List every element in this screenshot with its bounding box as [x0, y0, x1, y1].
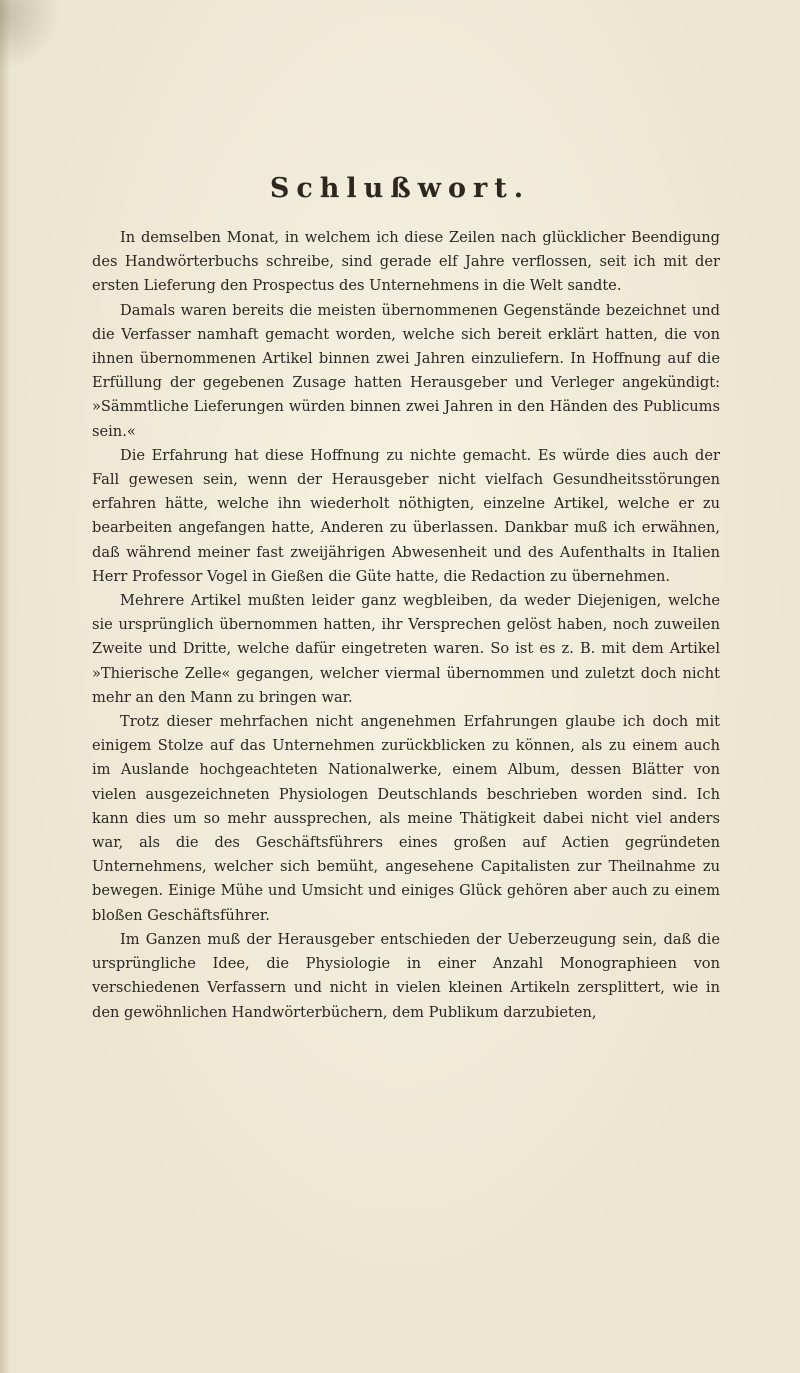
paragraph: Im Ganzen muß der Herausgeber entschieden der Ueberzeugung sein, daß die ursprüngliche Idee, die Physiologie in einer Anzahl Monographieen von verschiedenen Verfassern und nicht in vielen kleinen Artikeln zersplittert, wie in den gewöhnlichen Handwörterbüchern, dem Publikum darzubieten,	[92, 930, 720, 1021]
paragraph: Die Erfahrung hat diese Hoffnung zu nichte gemacht. Es würde dies auch der Fall gewesen sein, wenn der Herausgeber nicht vielfach Gesundheitsstörungen erfahren hätte, welche ihn wiederholt nöthigten, einzelne Artikel, welche er zu bearbeiten angefangen hatte, Anderen zu überlassen. Dankbar muß ich erwähnen, daß während meiner fast zweijährigen Abwesenheit und des Aufenthalts in Italien Herr Professor Vogel in Gießen die Güte hatte, die Redaction zu übernehmen.	[92, 446, 720, 585]
page-title: Schlußwort.	[269, 173, 531, 205]
paragraph: Damals waren bereits die meisten übernommenen Gegenstände bezeichnet und die Verfasser namhaft gemacht worden, welche sich bereit erklärt hatten, die von ihnen übernommenen Artikel binnen zwei Jahren einzuliefern. In Hoffnung auf die Erfüllung der gegebenen Zusage hatten Herausgeber und Verleger angekündigt: »Sämmtliche Lieferungen würden binnen zwei Jahren in den Händen des Publicums sein.«	[92, 301, 720, 440]
body-text	[92, 226, 720, 1025]
page-stain	[0, 0, 60, 70]
paragraph: Trotz dieser mehrfachen nicht angenehmen Erfahrungen glaube ich doch mit einigem Stolze auf das Unternehmen zurückblicken zu können, als zu einem auch im Auslande hochgeachteten Nationalwerke, einem Album, dessen Blätter von vielen ausgezeichneten Physiologen Deutschlands beschrieben worden sind. Ich kann dies um so mehr aussprechen, als meine Thätigkeit dabei nicht viel anders war, als die des Geschäftsführers eines großen auf Actien gegründeten Unternehmens, welcher sich bemüht, angesehene Capitalisten zur Theilnahme zu bewegen. Einige Mühe und Umsicht und einiges Glück gehören aber auch zu einem bloßen Geschäftsführer.	[92, 713, 720, 924]
paragraph: Mehrere Artikel mußten leider ganz wegbleiben, da weder Diejenigen, welche sie ursprünglich übernommen hatten, ihr Versprechen gelöst haben, noch zuweilen Zweite und Dritte, welche dafür eingetreten waren. So ist es z. B. mit dem Artikel »Thierische Zelle« gegangen, welcher viermal übernommen und zuletzt doch nicht mehr an den Mann zu bringen war.	[92, 592, 720, 706]
paragraph: In demselben Monat, in welchem ich diese Zeilen nach glücklicher Beendigung des Handwörterbuchs schreibe, sind gerade elf Jahre verflossen, seit ich mit der ersten Lieferung den Prospectus des Unternehmens in die Welt sandte.	[92, 229, 720, 295]
page-edge-shadow	[0, 0, 10, 1373]
